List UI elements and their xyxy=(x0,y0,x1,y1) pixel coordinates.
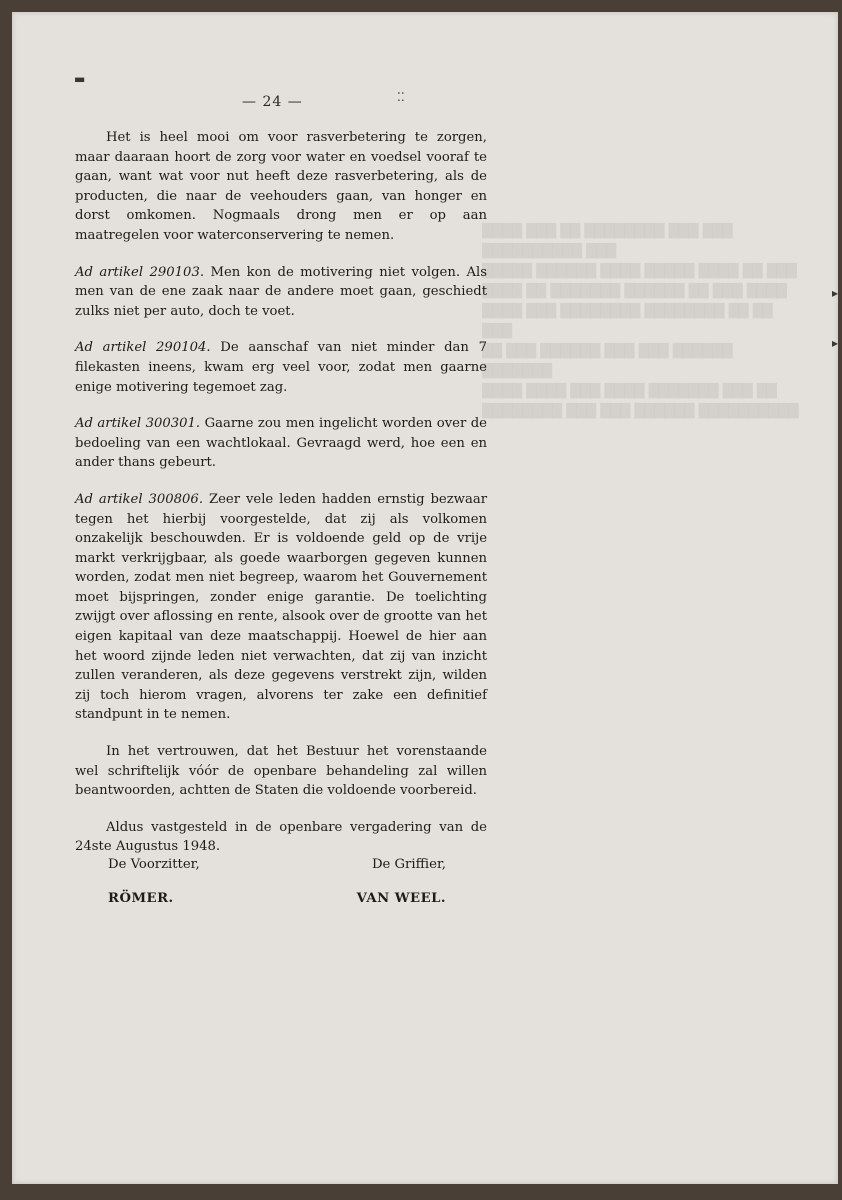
ink-speck: ▬ xyxy=(74,72,86,86)
paragraph-article xyxy=(75,338,487,397)
paragraph-article xyxy=(75,263,487,322)
chairman-title: De Voorzitter, xyxy=(108,857,200,872)
article-reference: Ad artikel 290103. xyxy=(75,264,205,280)
paragraph-article xyxy=(75,490,487,725)
document-page xyxy=(12,12,838,1184)
paragraph-intro: Het is heel mooi om voor rasverbetering te zorgen, maar daaraan hoort de zorg voor water en voedsel vooraf te gaan, want wat voor nut heeft deze rasverbetering, als de producten, die naar de veehouders gaan, van honger en dorst omkomen. Nogmaals drong men er op aan maatregelen voor waterconservering te nemen. xyxy=(75,130,487,243)
article-text: Gaarne zou men ingelicht worden over de bedoeling van een wachtlokaal. Gevraagd werd, hoe een en ander thans gebeurt. xyxy=(75,416,487,471)
ink-speck: ▸ xyxy=(832,286,839,300)
ink-speck: ▸ xyxy=(832,336,839,350)
paragraph-closing: In het vertrouwen, dat het Bestuur het vorenstaande wel schriftelijk vóór de openbare behandeling zal willen beantwoorden, achtten de Staten die voldoende voorbereid. xyxy=(75,744,487,799)
chairman-name: RÖMER. xyxy=(108,891,174,906)
article-reference: Ad artikel 300301. xyxy=(75,416,201,432)
article-reference: Ad artikel 300806. xyxy=(75,491,204,507)
main-text xyxy=(75,128,487,874)
ink-speck: ⁚⁚ xyxy=(397,90,405,104)
page-number: — 24 — xyxy=(242,94,303,110)
signature-names xyxy=(108,891,446,906)
clerk-title: De Griffier, xyxy=(371,857,446,872)
article-reference: Ad artikel 290104. xyxy=(75,340,211,356)
show-through-text: ████ ███ ██ ████████ ███ ███ ██████████ ███ █████ ██████ ████ █████ ████ ██ ███ ████ ██ ███████ ██████ ██ ███ ████ ████ ███ ████████ ████████ ██ ██ ███ ██ ███ ██████ ███ ███ ██████ ███████ ████ ████ ███ ████ ███████ ███ ██ ████████ ███ ███ ██████ ██████████ xyxy=(482,224,799,419)
signature-titles xyxy=(108,857,446,872)
paragraph-article xyxy=(75,414,487,473)
clerk-name: VAN WEEL. xyxy=(356,891,446,906)
article-text: De aanschaf van niet minder dan 7 filekasten ineens, kwam erg veel voor, zodat men gaarne enige motivering tegemoet zag. xyxy=(75,340,487,395)
article-text: Zeer vele leden hadden ernstig bezwaar tegen het hierbij voorgestelde, dat zij als volkomen onzakelijk beschouwden. Er is voldoende geld op de vrije markt verkrijgbaar, als goede waarborgen gegeven kunnen worden, zodat men niet begreep, waarom het Gouvernement moet bijspringen, zonder enige garantie. De toelichting zwijgt over aflossing en rente, alsook over de grootte van het eigen kapitaal van deze maatschappij. Hoewel de hier aan het woord zijnde leden niet verwachten, dat zij van inzicht zullen veranderen, als deze gegevens verstrekt zijn, wilden zij toch hierom vragen, alvorens ter zake een definitief standpunt in te nemen. xyxy=(75,491,487,723)
paragraph-adoption: Aldus vastgesteld in de openbare vergadering van de 24ste Augustus 1948. xyxy=(75,819,487,855)
article-text: Men kon de motivering niet volgen. Als men van de ene zaak naar de andere moet gaan, geschiedt zulks niet per auto, doch te voet. xyxy=(75,264,487,319)
